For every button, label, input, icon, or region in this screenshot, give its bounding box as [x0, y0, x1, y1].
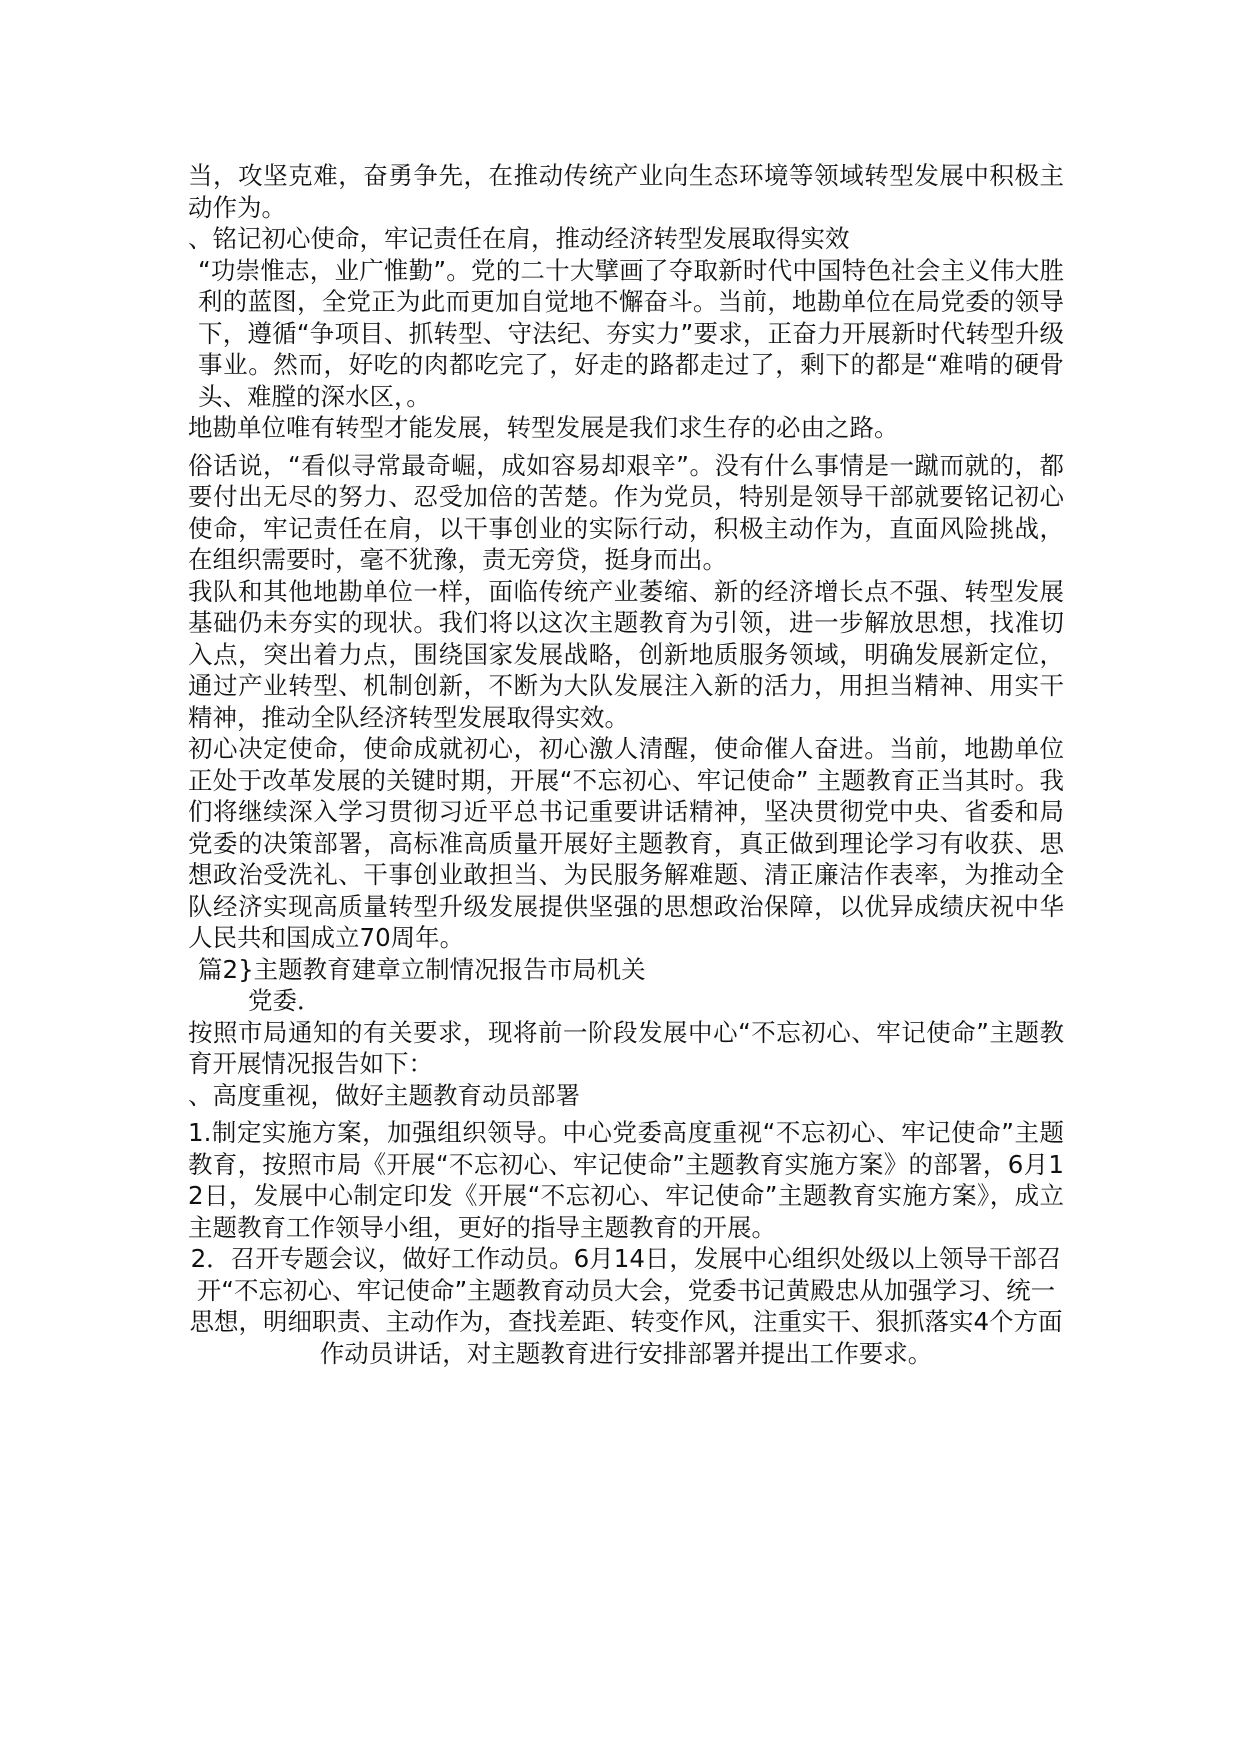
report-intro: 按照市局通知的有关要求，现将前一阶段发展中心“不忘初心、牢记使命”主题教育开展情况报告如下： [188, 1017, 1064, 1078]
item-special-meeting: 2．召开专题会议，做好工作动员。6月14日，发展中心组织处级以上领导干部召开“不忘初心、牢记使命”主题教育动员大会，党委书记黄殿忠从加强学习、统一思想，明细职责、主动作为，查找差距、转变作风，注重实干、狠抓落实4个方面作动员讲话，对主题教育进行安排部署并提出工作要求。 [189, 1244, 1063, 1368]
report-addressee: 党委． [248, 986, 322, 1015]
item-implementation-plan: 1.制定实施方案，加强组织领导。中心党委高度重视“不忘初心、牢记使命”主题教育，按照市局《开展“不忘初心、牢记使命”主题教育实施方案》的部署，6月12日，发展中心制定印发《开展“不忘初心、牢记使命”主题教育实施方案》，成立主题教育工作领导小组，更好的指导主题教育的开展。 [188, 1118, 1064, 1242]
paragraph-transformation: 地勘单位唯有转型才能发展，转型发展是我们求生存的必由之路。 [188, 413, 899, 442]
section-heading-mission: 、铭记初心使命，牢记责任在肩，推动经济转型发展取得实效 [188, 224, 850, 253]
paragraph-quote-intro: “功崇惟志，业广惟勤”。党的二十大擘画了夺取新时代中国特色社会主义伟大胜利的蓝图，全党正为此而更加自觉地不懈奋斗。当前，地勘单位在局党委的领导下，遵循“争项目、抓转型、守法纪、夯实力”要求，正奋力开展新时代转型升级事业。然而，好吃的肉都吃完了，好走的路都走过了，剩下的都是“难啃的硬骨头、难膛的深水区，。 [198, 255, 1064, 411]
document-body [188, 160, 1064, 1369]
paragraph-proverb: 俗话说，“看似寻常最奇崛，成如容易却艰辛”。没有什么事情是一蹴而就的，都要付出无尽的努力、忍受加倍的苦楚。作为党员，特别是领导干部就要铭记初心使命，牢记责任在肩，以干事创业的实际行动，积极主动作为，直面风险挑战，在组织需要时，毫不犹豫，责无旁贷，挺身而出。 [188, 450, 1064, 574]
paragraph-team-status: 我队和其他地勘单位一样，面临传统产业萎缩、新的经济增长点不强、转型发展基础仍未夯实的现状。我们将以这次主题教育为引领，进一步解放思想，找准切入点，突出着力点，围绕国家发展战略，创新地质服务领域，明确发展新定位，通过产业转型、机制创新，不断为大队发展注入新的活力，用担当精神、用实干精神，推动全队经济转型发展取得实效。 [188, 576, 1064, 732]
section-heading-mobilization: 、高度重视，做好主题教育动员部署 [188, 1080, 580, 1110]
paragraph-continuation: 当，攻坚克难，奋勇争先，在推动传统产业向生态环境等领域转型发展中积极主动作为。 [188, 161, 1064, 222]
paragraph-original-mission: 初心决定使命，使命成就初心，初心激人清醒，使命催人奋进。当前，地勘单位正处于改革发展的关键时期，开展“不忘初心、牢记使命” 主题教育正当其时。我们将继续深入学习贯彻习近平总书记重要讲话精神，坚决贯彻党中央、省委和局党委的决策部署，高标准高质量开展好主题教育，真正做到理论学习有收获、思想政治受洗礼、干事创业敢担当、为民服务解难题、清正廉洁作表率，为推动全队经济实现高质量转型升级发展提供坚强的思想政治保障，以优异成绩庆祝中华人民共和国成立70周年。 [188, 734, 1064, 952]
report-title: 篇2}主题教育建章立制情况报告市局机关 [198, 954, 646, 984]
